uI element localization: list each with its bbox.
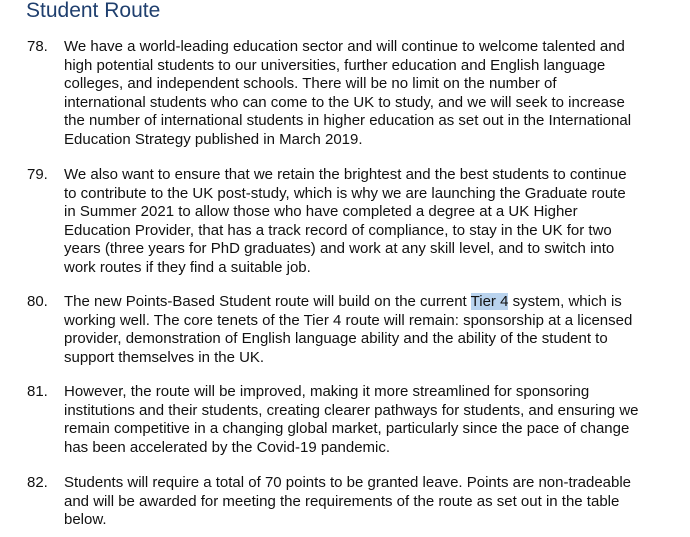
text-line: and will be awarded for meeting the requirements of the route as set out in the table <box>64 492 620 510</box>
text-line: the number of international students in higher education as set out in the International <box>64 112 632 130</box>
text-line: working well. The core tenets of the Tier 4 route will remain: sponsorship at a licensed <box>64 311 633 329</box>
text-line: years (three years for PhD graduates) and work at any skill level, and to switch into <box>64 240 615 258</box>
text-line: We also want to ensure that we retain the brightest and the best students to continue <box>64 166 627 183</box>
paragraph-text <box>64 474 688 530</box>
text-line: remain competitive in a changing global market, particularly since the pace of change <box>64 420 630 438</box>
text-segment: The new Points-Based Student route will build on the current <box>64 293 471 310</box>
text-line: We have a world-leading education sector and will continue to welcome talented and <box>64 38 625 55</box>
section-heading: Student Route <box>26 0 161 22</box>
paragraph-text <box>64 38 688 150</box>
text-line: However, the route will be improved, making it more streamlined for sponsoring <box>64 383 590 400</box>
text-line: below. <box>64 511 107 529</box>
paragraph-number: 82. <box>27 474 48 491</box>
text-line: in Summer 2021 to allow those who have completed a degree at a UK Higher <box>64 203 578 221</box>
text-line <box>64 293 688 312</box>
text-line: Education Strategy published in March 2019. <box>64 130 363 148</box>
text-line: high potential students to our universities, further education and English language <box>64 56 606 74</box>
paragraph-text <box>64 383 688 457</box>
paragraph-text <box>64 293 688 367</box>
text-line: colleges, and independent schools. There will be no limit on the number of <box>64 75 557 93</box>
text-line: Students will require a total of 70 points to be granted leave. Points are non-tradeable <box>64 474 632 491</box>
text-line: Education Provider, that has a track record of compliance, to stay in the UK for two <box>64 221 612 239</box>
paragraph-number: 78. <box>27 38 48 55</box>
text-line: has been accelerated by the Covid-19 pandemic. <box>64 438 391 456</box>
text-line: work routes if they find a suitable job. <box>64 258 311 276</box>
text-line: support themselves in the UK. <box>64 348 265 366</box>
paragraph-number: 81. <box>27 383 48 400</box>
text-segment: system, which is <box>508 293 622 310</box>
paragraph-number: 79. <box>27 166 48 183</box>
selected-text-highlight[interactable]: Tier 4 <box>470 293 509 310</box>
text-line: institutions and their students, creating clearer pathways for students, and ensuring we <box>64 401 639 419</box>
paragraph-number: 80. <box>27 293 48 310</box>
text-line: to contribute to the UK post-study, which is why we are launching the Graduate route <box>64 184 626 202</box>
text-line: international students who can come to the UK to study, and we will seek to increase <box>64 93 625 111</box>
text-line: provider, demonstration of English language ability and the ability of the student to <box>64 330 608 348</box>
paragraph-text <box>64 166 688 278</box>
